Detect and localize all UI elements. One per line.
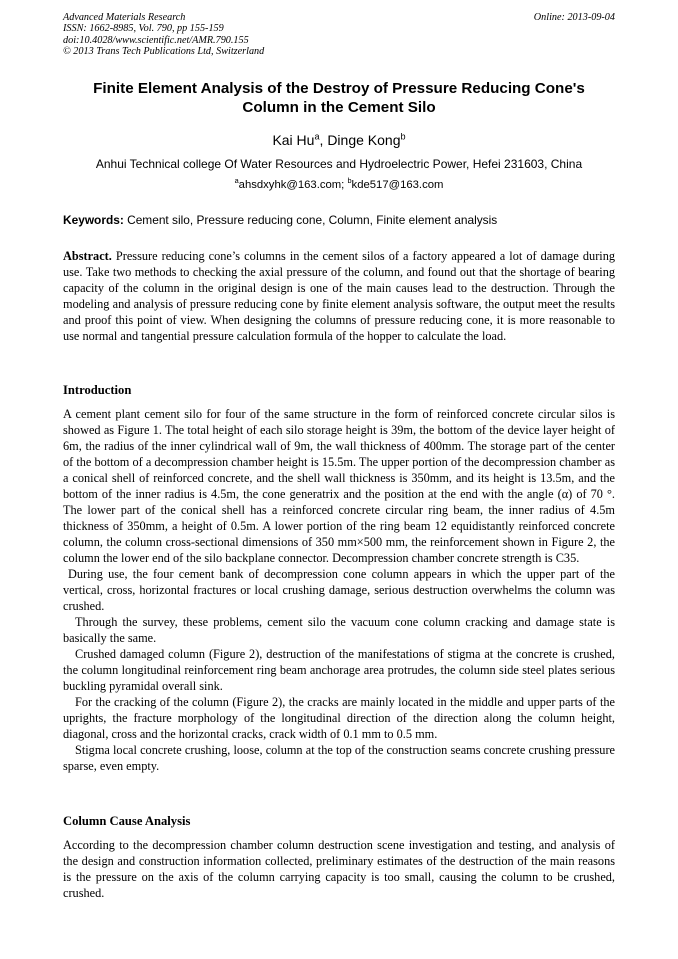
abstract-label: Abstract. [63, 249, 112, 263]
paragraph: Crushed damaged column (Figure 2), destruction of the manifestations of stigma at the concrete is crushed, the column longitudinal reinforcement ring beam anchorage area protrudes, the column side steel plates serious buckling pyramidal overall sink. [63, 647, 615, 693]
paragraph: For the cracking of the column (Figure 2), the cracks are mainly located in the middle and upper parts of the uprights, the fracture morphology of the longitudinal direction of the direction along the column height, diagonal, cross and the horizontal cracks, crack width of 0.1 mm to 0.5 mm. [63, 695, 615, 741]
author-affiliation-mark: b [400, 131, 406, 142]
abstract-text: Pressure reducing cone’s columns in the cement silos of a factory appeared a lot of damage during use. Take two methods to checking the axial pressure of the column, and found out that the shortage of bearing capacity of the column in the original design is one of the main causes lead to the destruction. Through the modeling and analysis of pressure reducing cone by finite element analysis software, the output meet the results and proof this point of view. When designing the columns of pressure reducing cone, it is more reasonable to use normal and tangential pressure calculation formula of the hopper to calculate the load. [63, 249, 615, 343]
author-emails [63, 178, 615, 193]
introduction-body [63, 406, 615, 774]
journal-copyright: © 2013 Trans Tech Publications Ltd, Switzerland [63, 46, 265, 58]
paragraph: Stigma local concrete crushing, loose, column at the top of the construction seams concrete crushing pressure sparse, even empty. [63, 743, 615, 773]
keywords-label: Keywords: [63, 213, 124, 227]
paragraph: According to the decompression chamber column destruction scene investigation and testing, and analysis of the design and construction information collected, preliminary estimates of the destruction of the main reasons is the pressure on the axis of the column carrying capacity is too small, causing the column to be crushed, crushed. [63, 838, 615, 900]
paper-title: Finite Element Analysis of the Destroy of Pressure Reducing Cone's Column in the Cement Silo [93, 80, 585, 116]
online-date: Online: 2013-09-04 [533, 12, 615, 23]
email-address: kde517@163.com [351, 179, 444, 191]
section-heading-introduction: Introduction [63, 383, 132, 397]
section-heading-column-cause-analysis: Column Cause Analysis [63, 814, 191, 828]
affiliation: Anhui Technical college Of Water Resources and Hydroelectric Power, Hefei 231603, China [95, 157, 583, 171]
email-mark: b [347, 176, 352, 186]
abstract [63, 248, 615, 344]
author-name: Dinge Kong [327, 132, 401, 148]
cause-analysis-body [63, 837, 615, 901]
author-affiliation-mark: a [314, 131, 320, 142]
journal-name: Advanced Materials Research [63, 12, 186, 23]
paragraph: A cement plant cement silo for four of the same structure in the form of reinforced concrete circular silos is showed as Figure 1. The total height of each silo storage height is 39m, the bottom of the device layer height of 6m, the radius of the inner cylindrical wall of 9m, the wall thickness of 400mm. The storage part of the center of the bottom of a decompression chamber height is 15.5m. The upper portion of the decompression chamber as a conical shell of reinforced concrete, and the shell wall thickness is 350mm, and its height is 13.5m, and the bottom of the inner radius is 4.5m, the cone generatrix and the position at the end with the angle (α) of 70 °. The lower part of the conical shell has a reinforced concrete circular ring beam, the inner radius of 4.5m thickness of 350mm, a height of 0.5m. A lower portion of the ring beam 12 equidistantly reinforced concrete column, the column cross-sectional dimensions of 350 mm×500 mm, the reinforcement shown in Figure 2, the column the lower end of the silo backplane connector. Decompression chamber concrete strength is C35. [63, 407, 615, 565]
journal-doi: doi:10.4028/www.scientific.net/AMR.790.155 [63, 34, 249, 46]
keywords-text: Cement silo, Pressure reducing cone, Column, Finite element analysis [123, 213, 498, 227]
keywords [63, 213, 615, 228]
journal-issn: ISSN: 1662-8985, Vol. 790, pp 155-159 [63, 23, 224, 35]
journal-header [63, 12, 615, 58]
paragraph: Through the survey, these problems, cement silo the vacuum cone column cracking and damage state is basically the same. [63, 615, 615, 645]
paragraph: During use, the four cement bank of decompression cone column appears in which the upper part of the vertical, cross, horizontal fractures or local crushing damage, serious destruction overwhelms the column was crushed. [63, 567, 615, 613]
email-mark: a [234, 176, 239, 186]
email-address: ahsdxyhk@163.com; [238, 179, 348, 191]
author-list [63, 131, 615, 149]
author-separator: , [319, 132, 328, 148]
author-name: Kai Hu [272, 132, 315, 148]
